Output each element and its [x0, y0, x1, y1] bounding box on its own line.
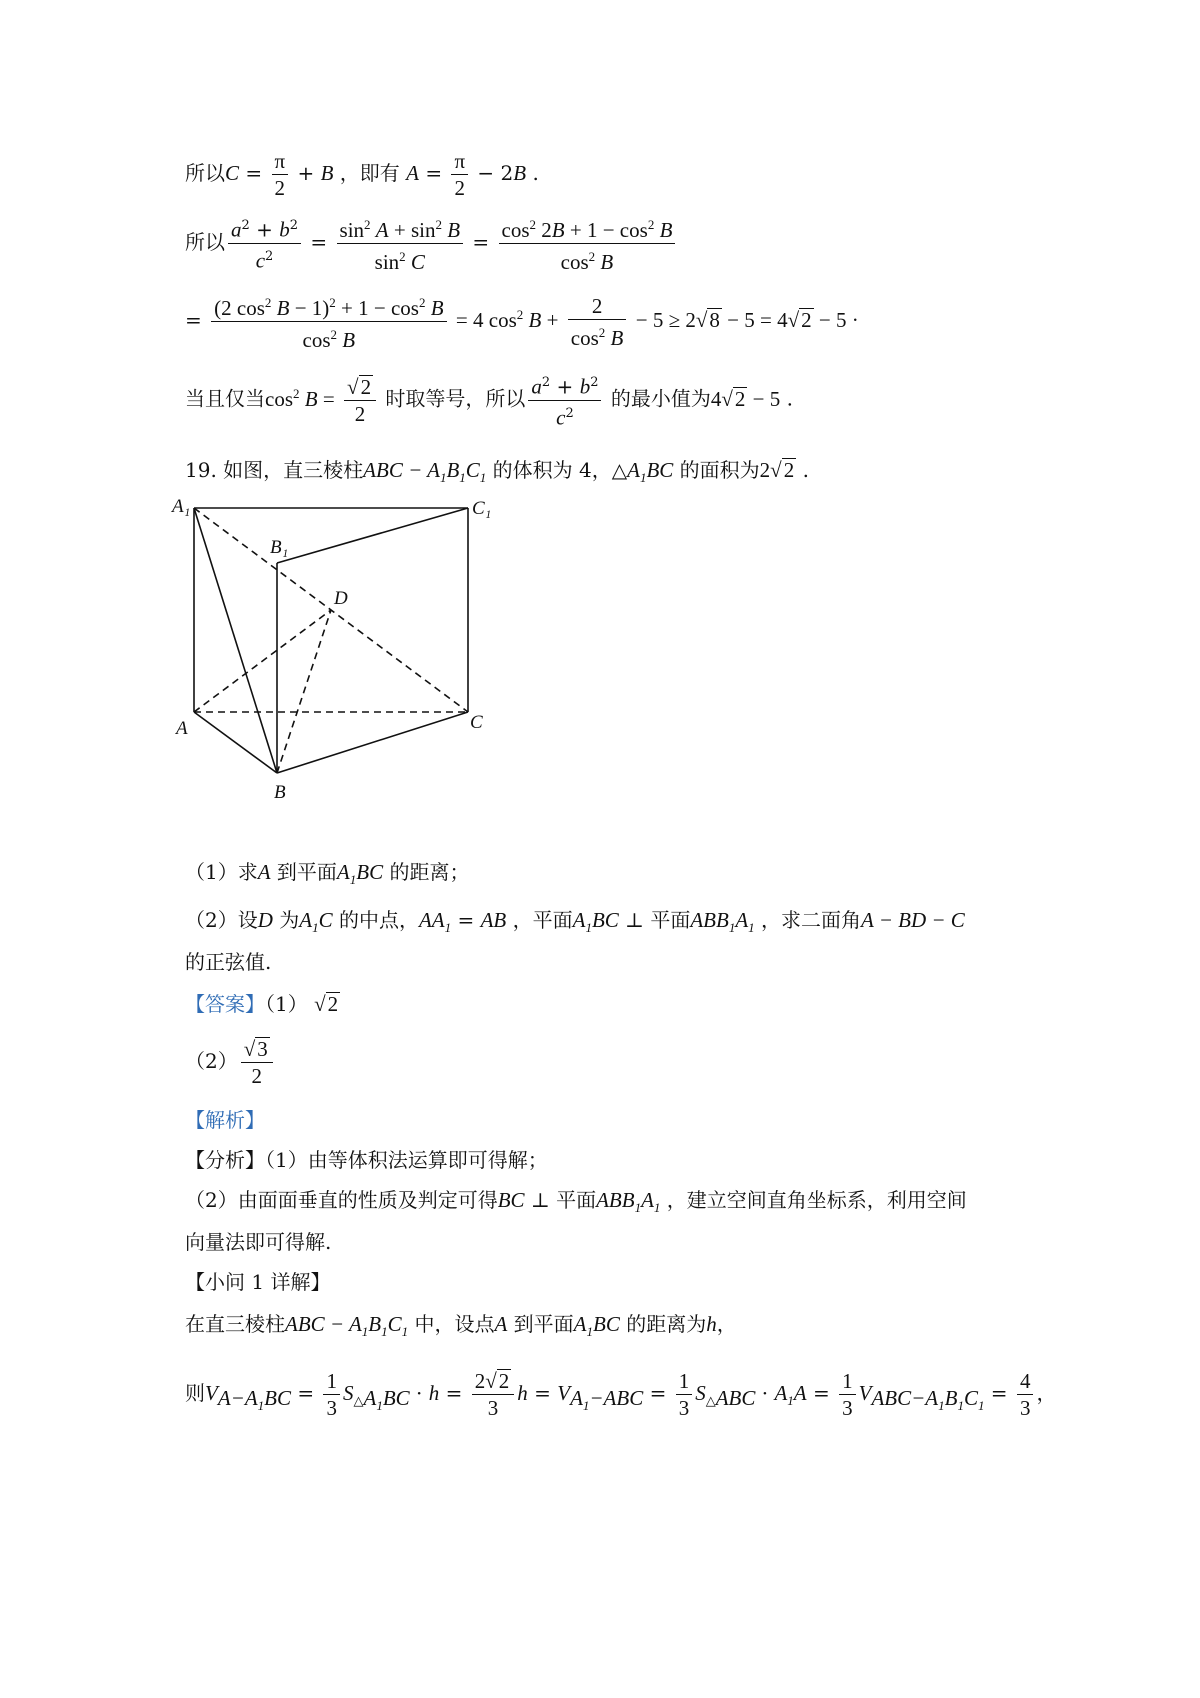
- label-C: C: [470, 712, 483, 733]
- line-1: 所以C = $\frac{\pi}{2}$ + B ，即有 A = $\frac{\pi}{2}$ − 2B .: [185, 149, 539, 200]
- label-C1: C₁: [472, 498, 492, 519]
- label-D: D: [334, 588, 348, 609]
- sub-question-2-cont: 的正弦值.: [185, 950, 272, 974]
- line-2: 所以 $\frac{a^2 + b^2}{c^2}$ = $\frac{\sin^2 A + \sin^2 B}{\sin^2 C}$ = $\frac{\cos^2 2B + 1 - \cos^2 B}{\cos^2 B}$: [185, 212, 678, 275]
- detail-line-2: 则$V_{A-A_1BC}$ = $\frac{1}{3}$ $S_{\triangle A_1BC} \cdot h$ = $\frac{2√2}{3}$ $h = V_{A_1-ABC}$ = $\frac{1}{3}$ $S_{\triangle ABC} \cdot A_1A$ = $\frac{1}{3}$ $V_{ABC-A_1B_1C_1}$ = $\frac{4}{3}$ ，: [185, 1369, 1057, 1420]
- label-B: B: [274, 782, 286, 803]
- detail-tag: 【小问 1 详解】: [185, 1270, 331, 1294]
- prism-figure: [170, 490, 510, 810]
- analysis-tag: 【解析】: [185, 1108, 265, 1132]
- sub-question-1: （1）求A 到平面$A_1BC$ 的距离；: [185, 860, 470, 888]
- analysis-2: （2）由面面垂直的性质及判定可得BC ⊥ 平面$ABB_1A_1$ ，建立空间直角坐标系，利用空间: [185, 1188, 967, 1216]
- question-19: 19. 如图，直三棱柱ABC − $A_1B_1C_1$ 的体积为 4，$\triangle A_1BC$ 的面积为2√2 .: [185, 458, 809, 486]
- line-4: 当且仅当$\cos^2 B$ = $\frac{√2}{2}$ 时取等号，所以 $\frac{a^2 + b^2}{c^2}$ 的最小值为4√2 − 5 .: [185, 370, 793, 430]
- answer-tag: 【答案】: [185, 992, 265, 1016]
- analysis-1: 【分析】（1）由等体积法运算即可得解；: [185, 1148, 548, 1172]
- label-B1: B₁: [270, 537, 289, 558]
- answer-2: （2） $\frac{√3}{2}$: [185, 1036, 276, 1089]
- answer-1: 【答案】（1） √2: [185, 992, 339, 1016]
- sub-question-2: （2）设D 为$A_1C$ 的中点，$AA_1$ = AB ，平面$A_1BC$ ⊥ 平面$ABB_1A_1$ ，求二面角A − BD − C: [185, 908, 965, 936]
- analysis-2-cont: 向量法即可得解.: [185, 1230, 332, 1254]
- label-A: A: [176, 718, 188, 739]
- detail-line-1: 在直三棱柱ABC − $A_1B_1C_1$ 中，设点A 到平面$A_1BC$ 的距离为h，: [185, 1312, 737, 1340]
- line-3: = $\frac{(2 \cos^2 B - 1)^2 + 1 - \cos^2 B}{\cos^2 B}$ = 4 $\cos^2 B$ + $\frac{2}{\cos^2 B}$ − 5 ≥ 2√8 − 5 = 4√2 − 5 ·: [185, 290, 859, 353]
- label-A1: A₁: [172, 496, 191, 517]
